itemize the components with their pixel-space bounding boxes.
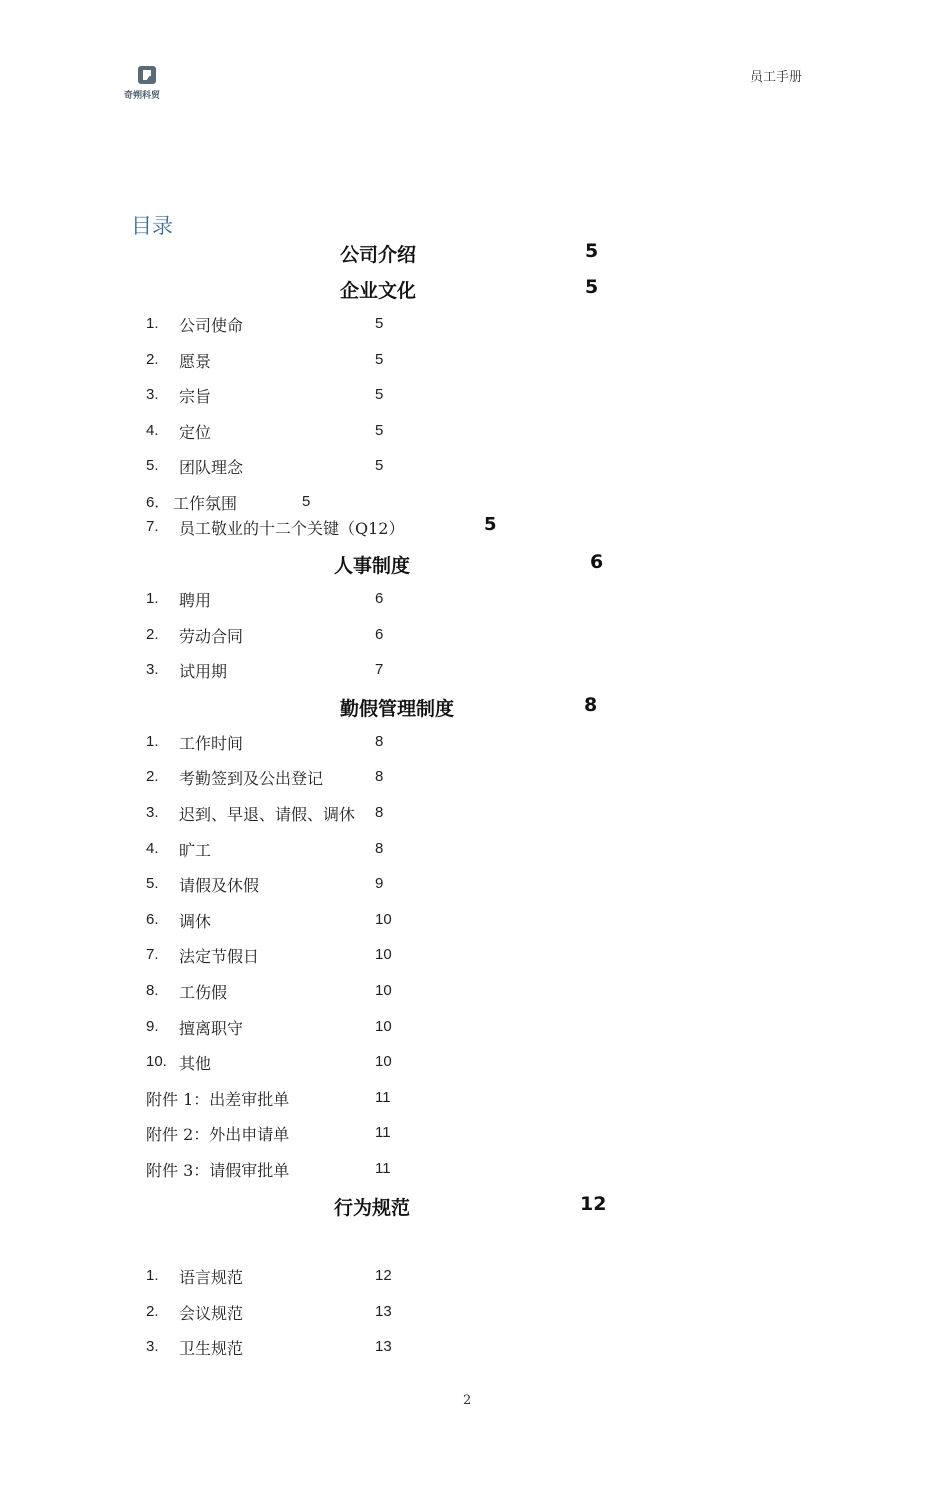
toc-item-page: 11 bbox=[375, 1160, 391, 1177]
page-number: 2 bbox=[463, 1393, 472, 1408]
section-title[interactable]: 公司介绍 bbox=[340, 244, 417, 266]
section-page: 12 bbox=[580, 1193, 607, 1215]
toc-item-page: 5 bbox=[375, 386, 384, 403]
toc-item-page: 11 bbox=[375, 1089, 391, 1106]
toc-item[interactable] bbox=[146, 1336, 244, 1358]
toc-item[interactable] bbox=[146, 1301, 244, 1323]
toc-item-number: 5. bbox=[146, 457, 159, 474]
toc-item-number: 2. bbox=[146, 768, 159, 785]
toc-item[interactable] bbox=[146, 1051, 212, 1073]
toc-item-label: 工作氛围 bbox=[173, 494, 238, 513]
toc-item-label: 调休 bbox=[179, 912, 212, 931]
toc-item-label: 考勤签到及公出登记 bbox=[179, 769, 324, 788]
toc-item-label: 擅离职守 bbox=[179, 1019, 244, 1038]
toc-appendix[interactable]: 附件 2：外出申请单 bbox=[146, 1125, 290, 1144]
toc-item-label: 旷工 bbox=[179, 841, 212, 860]
toc-item-page: 5 bbox=[375, 351, 384, 368]
section-title[interactable]: 勤假管理制度 bbox=[340, 698, 455, 720]
toc-item[interactable] bbox=[146, 1016, 244, 1038]
toc-item[interactable] bbox=[146, 659, 228, 681]
toc-item-number: 3. bbox=[146, 1338, 159, 1355]
toc-item-page: 8 bbox=[375, 768, 384, 785]
toc-item-page: 5 bbox=[302, 493, 311, 510]
toc-item-number: 2. bbox=[146, 351, 159, 368]
section-page: 5 bbox=[585, 276, 599, 298]
toc-item-label: 劳动合同 bbox=[179, 627, 244, 646]
toc-item[interactable] bbox=[146, 731, 244, 753]
toc-item[interactable] bbox=[146, 980, 228, 1002]
toc-item-label: 聘用 bbox=[179, 591, 212, 610]
section-page: 6 bbox=[590, 551, 604, 573]
toc-item[interactable] bbox=[146, 313, 244, 335]
toc-appendix[interactable]: 附件 3：请假审批单 bbox=[146, 1161, 290, 1180]
section-page: 5 bbox=[585, 240, 599, 262]
toc-item-label: 会议规范 bbox=[179, 1304, 244, 1323]
toc-item-label: 请假及休假 bbox=[179, 876, 260, 895]
toc-item-page: 6 bbox=[375, 590, 384, 607]
toc-item-label: 工作时间 bbox=[179, 734, 244, 753]
toc-item-label: 团队理念 bbox=[179, 458, 244, 477]
toc-item-page: 13 bbox=[375, 1338, 392, 1355]
toc-item-label: 定位 bbox=[179, 423, 212, 442]
toc-item-label: 试用期 bbox=[179, 662, 228, 681]
toc-item[interactable] bbox=[146, 802, 356, 824]
section-title[interactable]: 企业文化 bbox=[340, 280, 417, 302]
toc-item-page: 10 bbox=[375, 1018, 392, 1035]
toc-item-page: 5 bbox=[375, 457, 384, 474]
toc-item[interactable] bbox=[146, 838, 212, 860]
toc-item-label: 法定节假日 bbox=[179, 947, 260, 966]
toc-item-number: 5. bbox=[146, 875, 159, 892]
toc-item-label: 迟到、早退、请假、调休 bbox=[179, 805, 356, 824]
toc-item[interactable] bbox=[146, 766, 324, 788]
toc-item-number: 1. bbox=[146, 1267, 159, 1284]
toc-item-page: 9 bbox=[375, 875, 384, 892]
toc-item-page: 8 bbox=[375, 840, 384, 857]
toc-item[interactable] bbox=[146, 455, 244, 477]
toc-item-number: 4. bbox=[146, 840, 159, 857]
toc-item-number: 2. bbox=[146, 1303, 159, 1320]
toc-item-number: 10. bbox=[146, 1053, 167, 1070]
toc-item-page: 7 bbox=[375, 661, 384, 678]
section-title[interactable]: 行为规范 bbox=[334, 1197, 411, 1219]
toc-item-number: 8. bbox=[146, 982, 159, 999]
toc-item[interactable] bbox=[146, 1265, 244, 1287]
toc-item-number: 3. bbox=[146, 661, 159, 678]
toc-item-number: 6. bbox=[146, 911, 159, 928]
toc-item[interactable] bbox=[146, 909, 212, 931]
section-title[interactable]: 人事制度 bbox=[334, 555, 411, 577]
toc-item-number: 3. bbox=[146, 386, 159, 403]
toc-item-page: 10 bbox=[375, 1053, 392, 1070]
toc-item[interactable] bbox=[146, 624, 244, 646]
toc-item[interactable] bbox=[146, 516, 405, 538]
toc-item-label: 卫生规范 bbox=[179, 1339, 244, 1358]
toc-item-label: 公司使命 bbox=[179, 316, 244, 335]
toc-item-label: 其他 bbox=[179, 1054, 212, 1073]
logo-text: 奇朔科贸 bbox=[124, 91, 161, 101]
toc-appendix[interactable]: 附件 1：出差审批单 bbox=[146, 1090, 290, 1109]
toc-item-number: 7. bbox=[146, 946, 159, 963]
toc-item-number: 2. bbox=[146, 626, 159, 643]
toc-item-page: 11 bbox=[375, 1124, 391, 1141]
toc-item[interactable] bbox=[146, 944, 260, 966]
toc-item[interactable] bbox=[146, 491, 238, 513]
toc-title: 目录 bbox=[131, 214, 173, 238]
toc-item[interactable] bbox=[146, 384, 212, 406]
toc-item-number: 1. bbox=[146, 315, 159, 332]
toc-item-page: 5 bbox=[375, 422, 384, 439]
toc-item-page: 6 bbox=[375, 626, 384, 643]
toc-item-page: 12 bbox=[375, 1267, 392, 1284]
toc-item-number: 6． bbox=[146, 494, 170, 511]
toc-item-label: 宗旨 bbox=[179, 387, 212, 406]
toc-item-number: 4. bbox=[146, 422, 159, 439]
toc-item-label: 语言规范 bbox=[179, 1268, 244, 1287]
toc-item-page: 5 bbox=[375, 315, 384, 332]
toc-item-page: 5 bbox=[484, 514, 497, 535]
toc-item[interactable] bbox=[146, 588, 212, 610]
toc-item[interactable] bbox=[146, 349, 212, 371]
toc-item-page: 10 bbox=[375, 982, 392, 999]
toc-item-label: 员工敬业的十二个关键（Q12） bbox=[179, 519, 405, 538]
toc-item-page: 13 bbox=[375, 1303, 392, 1320]
toc-item[interactable] bbox=[146, 873, 260, 895]
toc-item-page: 10 bbox=[375, 911, 392, 928]
header-title: 员工手册 bbox=[750, 70, 803, 85]
toc-item-number: 3. bbox=[146, 804, 159, 821]
toc-item-label: 愿景 bbox=[179, 352, 212, 371]
toc-item-page: 10 bbox=[375, 946, 392, 963]
toc-item-label: 工伤假 bbox=[179, 983, 228, 1002]
toc-item[interactable] bbox=[146, 420, 212, 442]
toc-item-number: 1. bbox=[146, 590, 159, 607]
toc-item-number: 9. bbox=[146, 1018, 159, 1035]
section-page: 8 bbox=[584, 694, 598, 716]
toc-item-page: 8 bbox=[375, 733, 384, 750]
toc-item-page: 8 bbox=[375, 804, 384, 821]
toc-item-number: 7. bbox=[146, 518, 159, 535]
toc-item-number: 1. bbox=[146, 733, 159, 750]
